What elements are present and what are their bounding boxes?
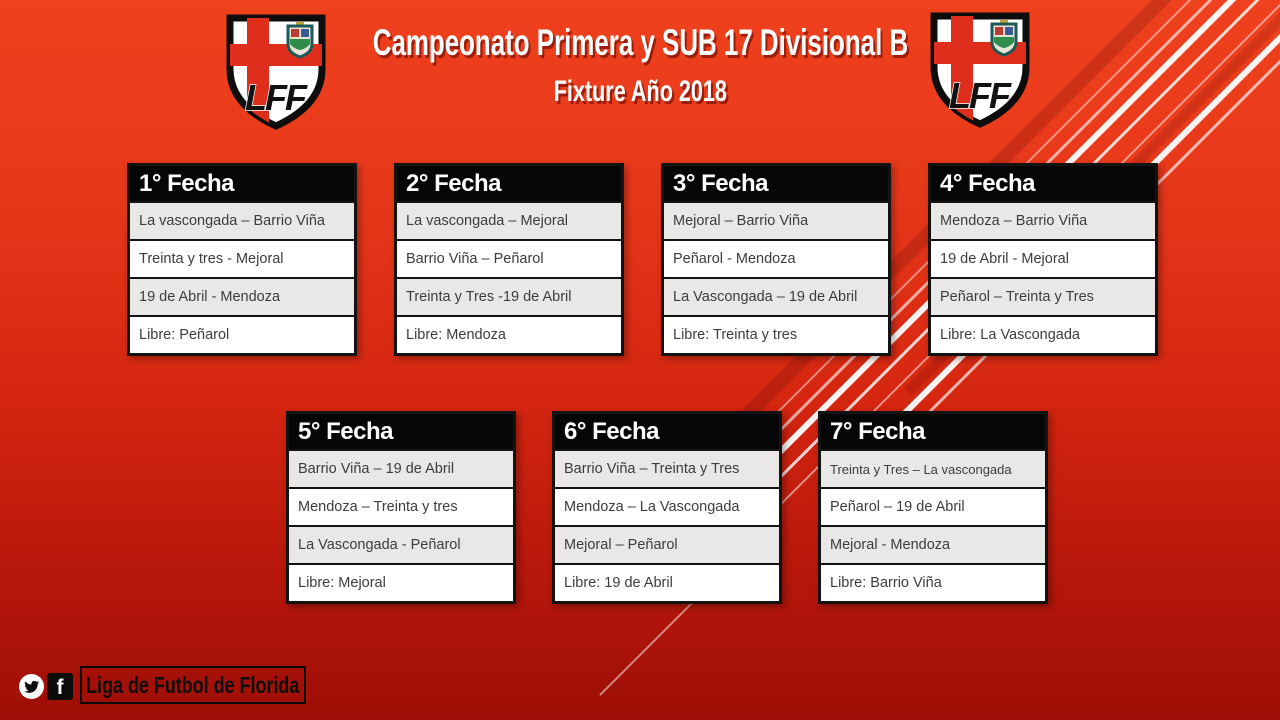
fixture-row: Peñarol – Treinta y Tres [931,279,1155,317]
facebook-icon[interactable]: f [47,673,73,700]
fixture-row: Mendoza – Treinta y tres [289,489,513,527]
fixture-card-5 [286,411,516,604]
fixture-row: Mendoza – La Vascongada [555,489,779,527]
fixture-row: Peñarol - Mendoza [664,241,888,279]
org-name-box [80,666,306,704]
fixture-card-rows [821,451,1045,601]
fixture-card-rows [397,203,621,353]
fixture-row: La Vascongada - Peñarol [289,527,513,565]
fixture-row: Libre: Peñarol [130,317,354,353]
fixture-card-2 [394,163,624,356]
fixture-row: La Vascongada – 19 de Abril [664,279,888,317]
fixture-card-title: 4° Fecha [931,166,1155,203]
fixture-row: Libre: Mejoral [289,565,513,601]
lff-logo-right [924,7,1036,131]
fixture-card-4 [928,163,1158,356]
org-name-label: Liga de Futbol de Florida [86,671,300,698]
fixture-row: Mejoral - Mendoza [821,527,1045,565]
twitter-icon[interactable] [19,674,44,699]
fixture-card-3 [661,163,891,356]
fixture-row: Libre: Barrio Viña [821,565,1045,601]
page-subtitle: Fixture Año 2018 [553,75,727,108]
fixture-cards-row-2 [286,411,1048,604]
fixture-row: Barrio Viña – Peñarol [397,241,621,279]
fixture-row: Treinta y Tres -19 de Abril [397,279,621,317]
fixture-card-title: 2° Fecha [397,166,621,203]
header [0,20,1280,110]
fixture-card-rows [130,203,354,353]
fixture-card-rows [931,203,1155,353]
fixture-card-6 [552,411,782,604]
crest-emblem-icon [288,22,312,57]
fixture-card-title: 5° Fecha [289,414,513,451]
fixture-row: 19 de Abril - Mendoza [130,279,354,317]
fixture-row: Mejoral – Barrio Viña [664,203,888,241]
fixture-card-title: 1° Fecha [130,166,354,203]
fixture-cards-row-1 [127,163,1158,356]
fixture-row: Libre: Mendoza [397,317,621,353]
fixture-card-1 [127,163,357,356]
fixture-row: Treinta y Tres – La vascongada [821,451,1045,489]
footer [0,664,1280,720]
fixture-row: Mejoral – Peñarol [555,527,779,565]
fixture-row: Peñarol – 19 de Abril [821,489,1045,527]
page-title: Campeonato Primera y SUB 17 Divisional B [372,22,908,63]
lff-logo-left [220,9,332,133]
fixture-row: Libre: Treinta y tres [664,317,888,353]
fixture-card-title: 3° Fecha [664,166,888,203]
crest-emblem-icon [992,20,1016,55]
fixture-row: Libre: 19 de Abril [555,565,779,601]
fixture-row: Mendoza – Barrio Viña [931,203,1155,241]
fixture-row: Barrio Viña – Treinta y Tres [555,451,779,489]
fixture-row: La vascongada – Barrio Viña [130,203,354,241]
fixture-card-title: 7° Fecha [821,414,1045,451]
fixture-card-title: 6° Fecha [555,414,779,451]
fixture-card-rows [555,451,779,601]
fixture-row: Barrio Viña – 19 de Abril [289,451,513,489]
lff-logo-text: LFF [949,75,1009,116]
lff-logo-text: LFF [245,77,305,118]
fixture-card-rows [664,203,888,353]
fixture-card-rows [289,451,513,601]
fixture-row: Treinta y tres - Mejoral [130,241,354,279]
fixture-row: La vascongada – Mejoral [397,203,621,241]
fixture-row: Libre: La Vascongada [931,317,1155,353]
fixture-row: 19 de Abril - Mejoral [931,241,1155,279]
fixture-card-7 [818,411,1048,604]
